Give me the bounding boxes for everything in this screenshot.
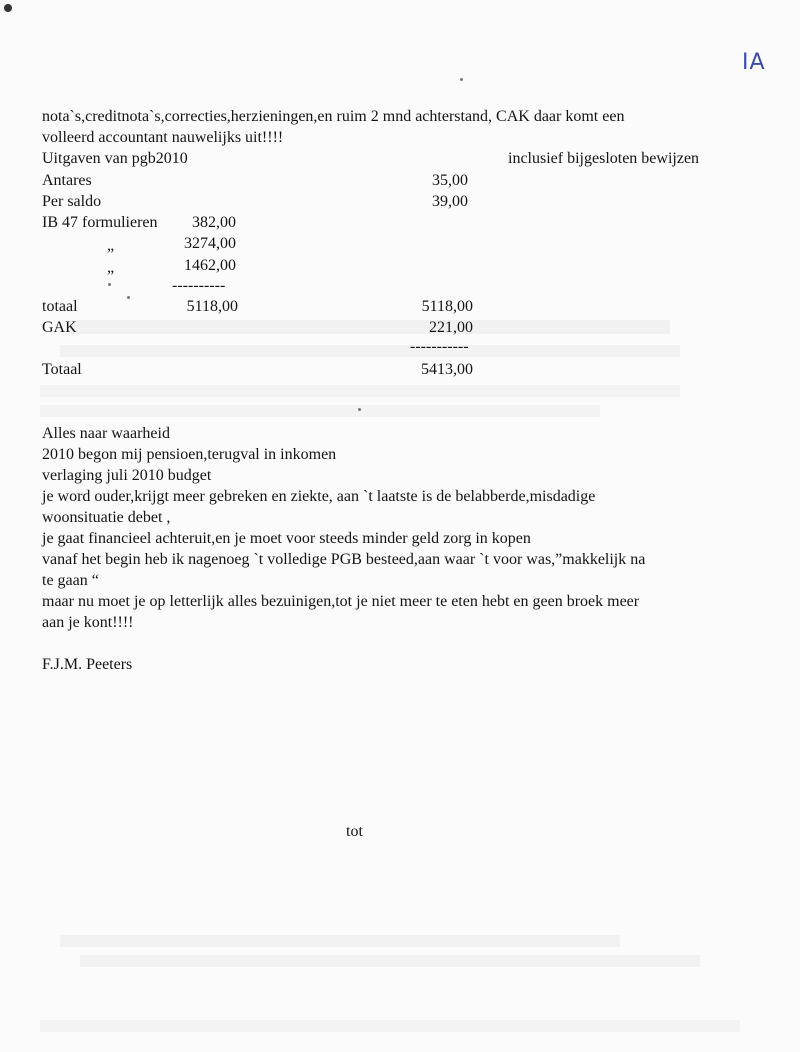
expenses-heading: Uitgaven van pgb2010 xyxy=(42,150,188,167)
statement-line: je gaat financieel achteruit,en je moet voor steeds minder geld zorg in kopen xyxy=(42,530,531,547)
gak-value: 221,00 xyxy=(429,319,473,336)
gak-label: GAK xyxy=(42,319,77,336)
separator: ----------- xyxy=(410,338,469,355)
bleed-through xyxy=(80,955,700,967)
bleed-through xyxy=(40,385,680,397)
intro-line: volleerd accountant nauwelijks uit!!!! xyxy=(42,129,284,146)
bleed-through xyxy=(60,935,620,947)
ib47-value: 382,00 xyxy=(192,214,236,231)
scan-speck xyxy=(358,408,361,411)
ib47-label: IB 47 formulieren xyxy=(42,214,158,231)
ditto-mark: „ xyxy=(107,237,115,254)
signature: F.J.M. Peeters xyxy=(42,656,133,673)
statement-line: maar nu moet je op letterlijk alles bezuinigen,tot je niet meer te eten hebt en geen broek meer xyxy=(42,593,640,610)
bleed-through xyxy=(40,405,600,417)
ib47-value: 3274,00 xyxy=(184,235,236,252)
totaal-sub-value: 5118,00 xyxy=(186,298,238,315)
intro-line: nota`s,creditnota`s,correcties,herzieningen,en ruim 2 mnd achterstand, CAK daar komt een xyxy=(42,108,625,125)
statement-line: woonsituatie debet , xyxy=(42,509,171,526)
expense-label: Antares xyxy=(42,172,92,189)
separator: ---------- xyxy=(172,277,226,294)
expense-value: 39,00 xyxy=(432,193,468,210)
scan-speck xyxy=(108,283,111,286)
totaal-value: 5118,00 xyxy=(421,298,473,315)
handwritten-mark: IA xyxy=(742,50,766,75)
ib47-value: 1462,00 xyxy=(184,257,236,274)
expenses-note: inclusief bijgesloten bewijzen xyxy=(508,150,700,167)
expense-label: Per saldo xyxy=(42,193,102,210)
footer-text: tot xyxy=(346,823,363,840)
bleed-through xyxy=(70,320,670,334)
totaal-label: totaal xyxy=(42,298,78,315)
grand-total-label: Totaal xyxy=(42,361,82,378)
grand-total-value: 5413,00 xyxy=(421,361,473,378)
bleed-through xyxy=(60,345,680,357)
scan-speck xyxy=(4,4,12,12)
statement-line: je word ouder,krijgt meer gebreken en ziekte, aan `t laatste is de belabberde,misdadige xyxy=(42,488,596,505)
scan-speck xyxy=(460,78,463,81)
ditto-mark: „ xyxy=(107,259,115,276)
expense-value: 35,00 xyxy=(432,172,468,189)
bleed-through xyxy=(40,1020,740,1032)
statement-line: Alles naar waarheid xyxy=(42,425,170,442)
statement-line: verlaging juli 2010 budget xyxy=(42,467,212,484)
statement-line: 2010 begon mij pensioen,terugval in inkomen xyxy=(42,446,337,463)
statement-line: aan je kont!!!! xyxy=(42,614,134,631)
statement-line: vanaf het begin heb ik nagenoeg `t volledige PGB besteed,aan waar `t voor was,”makkelijk na xyxy=(42,551,646,568)
scan-speck xyxy=(127,296,130,299)
statement-line: te gaan “ xyxy=(42,572,99,589)
